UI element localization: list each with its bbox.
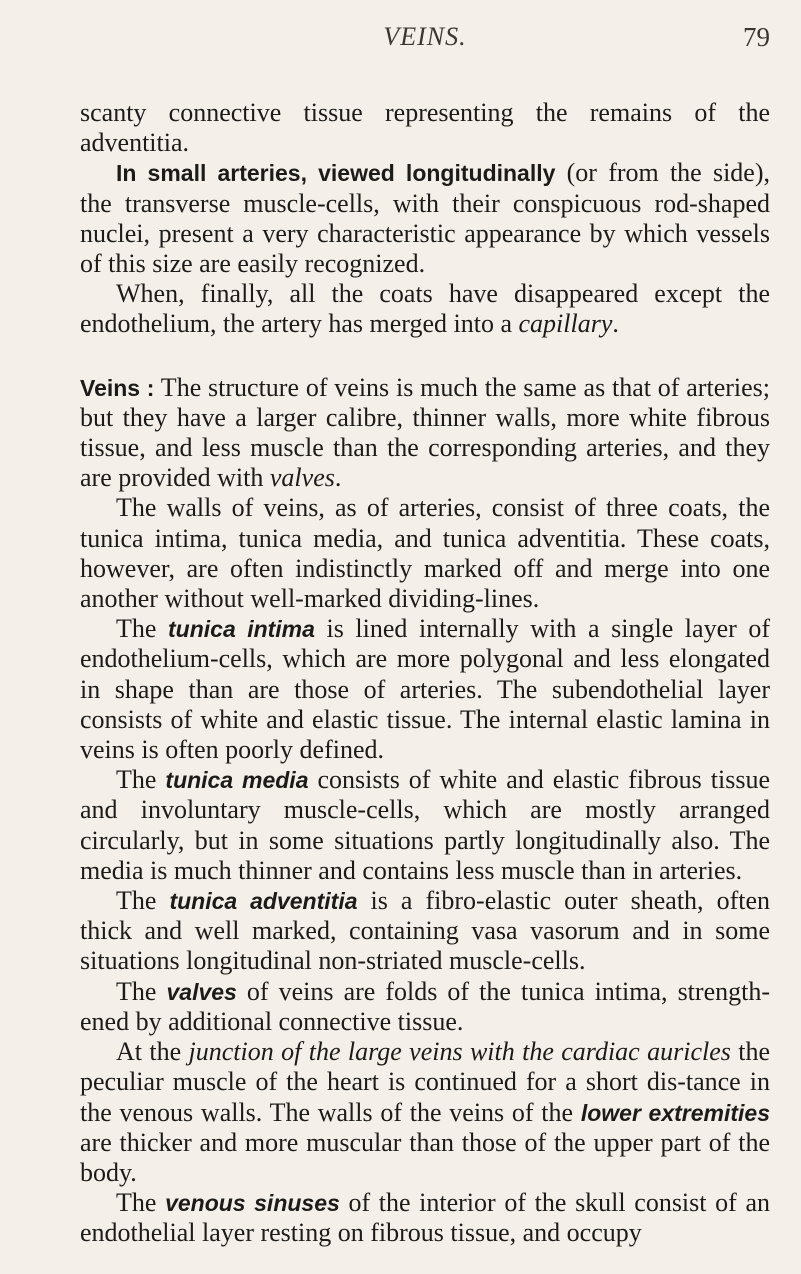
bold-italic-term: valves [166, 978, 237, 1005]
section-gap [80, 340, 770, 373]
bold-italic-term: venous sinuses [165, 1190, 340, 1217]
bold-term: In small arteries, viewed longitudinally [116, 160, 556, 187]
paragraph: The tunica media consists of white and elastic fibrous tissue and involuntary muscle-cells, which are mostly arranged circularly, but in some situations partly longitudinally also. The media is much thinner and contains less muscle than in arteries. [80, 765, 770, 885]
bold-italic-term: tunica adventitia [169, 888, 358, 915]
italic-term: valves [269, 463, 335, 493]
paragraph: The walls of veins, as of arteries, consist of three coats, the tunica intima, tunica media, and tunica adventitia. These coats, however, are often indistinctly marked off and merge into one another without well-marked dividing-lines. [80, 493, 770, 614]
paragraph: Veins : The structure of veins is much the same as that of arteries; but they have a larger calibre, thinner walls, more white fibrous tissue, and less muscle than the corresponding arteries, and they are provided with valves. [80, 372, 770, 493]
italic-term: junction of the large veins with the cardiac auricles [188, 1037, 731, 1067]
page-number: 79 [743, 22, 770, 52]
bold-italic-term: lower extremities [580, 1099, 770, 1126]
paragraph: In small arteries, viewed longitudinally (or from the side), the transverse muscle-cells, with their conspicuous rod-shaped nuclei, present a very characteristic appearance by which vessels of this size are easily recognized. [80, 158, 770, 279]
paragraph: The valves of veins are folds of the tunica intima, strength-ened by additional connective tissue. [80, 976, 770, 1036]
paragraph: When, finally, all the coats have disappeared except the endothelium, the artery has merged into a capillary. [80, 279, 770, 339]
paragraph: The tunica intima is lined internally with a single layer of endothelium-cells, which are more polygonal and less elongated in shape than are those of arteries. The subendothelial layer consists of white and elastic tissue. The internal elastic lamina in veins is often poorly defined. [80, 614, 771, 765]
paragraph: The venous sinuses of the interior of the skull consist of an endothelial layer resting on fibrous tissue, and occupy [80, 1188, 770, 1248]
bold-italic-term: tunica media [165, 767, 309, 794]
page-header [80, 22, 770, 62]
running-head: VEINS. [383, 22, 467, 51]
paragraph: scanty connective tissue representing the remains of the adventitia. [80, 98, 770, 158]
paragraph: At the junction of the large veins with the cardiac auricles the peculiar muscle of the heart is continued for a short dis-tance in the venous walls. The walls of the veins of the lower extremities are thicker and more muscular than those of the upper part of the body. [80, 1037, 771, 1187]
bold-italic-term: tunica intima [168, 616, 315, 643]
paragraph: The tunica adventitia is a fibro-elastic outer sheath, often thick and well marked, containing vasa vasorum and in some situations longitudinal non-striated muscle-cells. [80, 886, 771, 976]
italic-term: capillary [518, 309, 613, 339]
section-heading: Veins : [80, 374, 155, 401]
body-text [80, 98, 770, 1249]
